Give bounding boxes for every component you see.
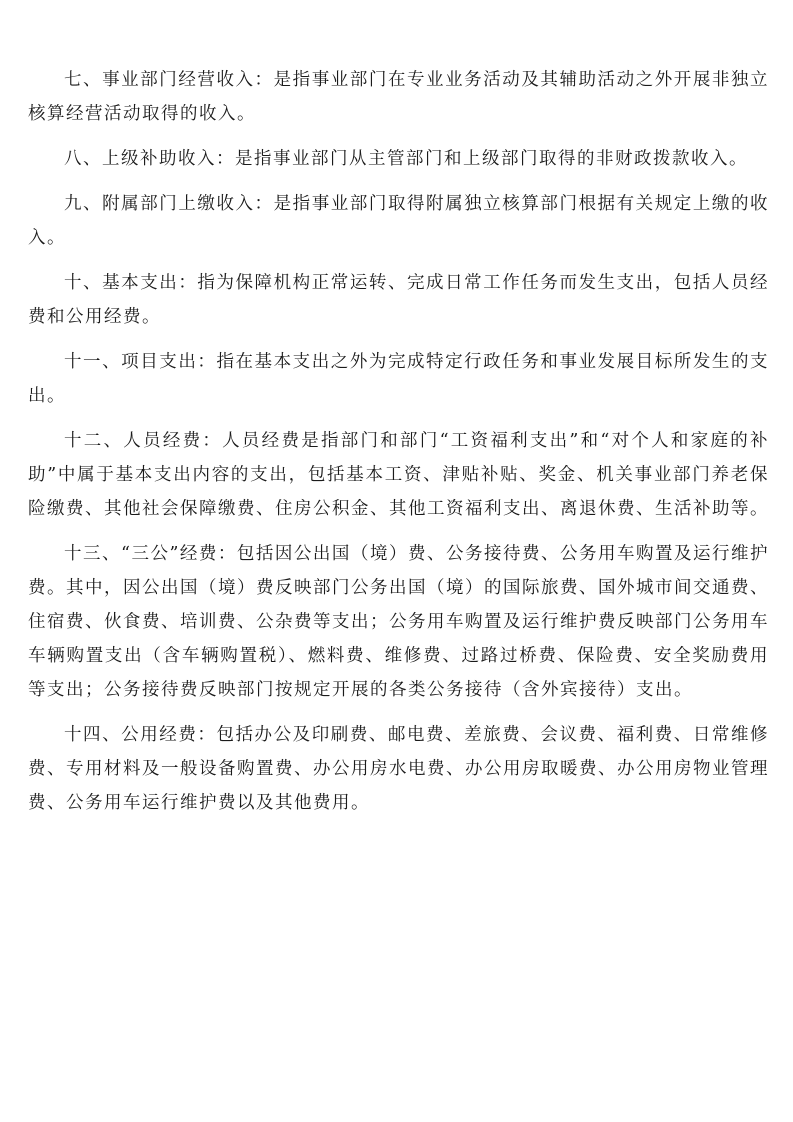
paragraph-three-public-expenses: 十三、“三公”经费：包括因公出国（境）费、公务接待费、公务用车购置及运行维护费。其中，因公出国（境）费反映部门公务出国（境）的国际旅费、国外城市间交通费、住宿费、伙食费、培训费、公杂费等支出；公务用车购置及运行维护费反映部门公务用车车辆购置支出（含车辆购置税）、燃料费、维修费、过路过桥费、保险费、安全奖励费用等支出；公务接待费反映部门按规定开展的各类公务接待（含外宾接待）支出。 <box>28 544 769 700</box>
paragraph-public-expenses: 十四、公用经费：包括办公及印刷费、邮电费、差旅费、会议费、福利费、日常维修费、专用材料及一般设备购置费、办公用房水电费、办公用房取暖费、办公用房物业管理费、公务用车运行维护费以及其他费用。 <box>28 725 769 813</box>
paragraph-project-expenditure: 十一、项目支出：指在基本支出之外为完成特定行政任务和事业发展目标所发生的支出。 <box>28 352 769 406</box>
paragraph-affiliate-remittance-income: 九、附属部门上缴收入：是指事业部门取得附属独立核算部门根据有关规定上缴的收入。 <box>28 194 769 248</box>
paragraph-superior-subsidy-income: 八、上级补助收入：是指事业部门从主管部门和上级部门取得的非财政拨款收入。 <box>64 149 748 169</box>
paragraph-personnel-expenses: 十二、人员经费：人员经费是指部门和部门“工资福利支出”和“对个人和家庭的补助”中属于基本支出内容的支出，包括基本工资、津贴补贴、奖金、机关事业部门养老保险缴费、其他社会保障缴费、住房公积金、其他工资福利支出、离退休费、生活补助等。 <box>28 431 769 519</box>
paragraph-basic-expenditure: 十、基本支出：指为保障机构正常运转、完成日常工作任务而发生支出，包括人员经费和公用经费。 <box>28 273 769 327</box>
paragraph-business-income: 七、事业部门经营收入：是指事业部门在专业业务活动及其辅助活动之外开展非独立核算经营活动取得的收入。 <box>28 70 769 124</box>
